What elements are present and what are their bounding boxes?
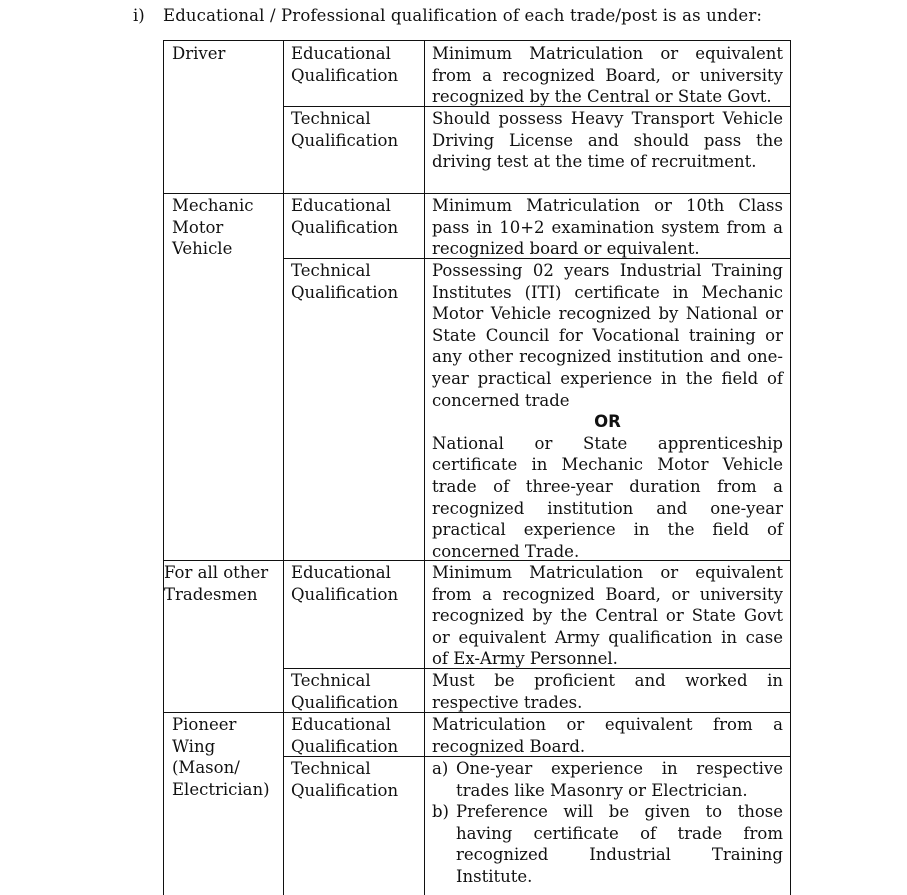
requirement-cell — [432, 195, 783, 260]
qualification-type-cell: Technical Qualification — [291, 759, 399, 800]
qualification-type-cell: Technical Qualification — [291, 671, 399, 712]
qualification-type-cell: Technical Qualification — [291, 109, 399, 150]
qualification-type-cell: Educational Qualification — [291, 44, 399, 85]
requirement-text: Minimum Matriculation or 10th Class pass in 10+2 examination system from a recognized board or equivalent. — [432, 196, 783, 259]
qualification-type-cell: Educational Qualification — [291, 715, 399, 756]
section-number: i) — [133, 6, 145, 25]
requirement-text: National or State apprenticeship certificate in Mechanic Motor Vehicle trade of three-year duration from a recognized institution and one-year practical experience in the field of concerned Trade. — [432, 433, 783, 561]
list-item-text: Preference will be given to those having certificate of trade from recognized Industrial Training Institute. — [456, 802, 783, 886]
section-heading-text: Educational / Professional qualification of each trade/post is as under: — [163, 6, 763, 25]
table-row-divider — [163, 193, 791, 194]
list-marker: a) — [432, 759, 449, 778]
requirement-text: Minimum Matriculation or equivalent from a recognized Board, or university recognized by the Central or State Govt. — [432, 44, 783, 107]
requirement-cell — [432, 260, 783, 562]
list-item — [432, 758, 783, 801]
requirement-cell — [432, 108, 783, 173]
qualification-type-cell: Technical Qualification — [291, 261, 399, 302]
trade-cell: Mechanic Motor Vehicle — [172, 196, 254, 259]
trade-cell: For all other Tradesmen — [164, 563, 269, 604]
requirement-text: Minimum Matriculation or equivalent from a recognized Board, or university recognized by the Central or State Govt or equivalent Army qualification in case of Ex-Army Personnel. — [432, 563, 783, 669]
table-column-divider — [424, 40, 425, 895]
requirement-cell — [432, 670, 783, 713]
list-item-text: One-year experience in respective trades like Masonry or Electrician. — [456, 759, 783, 800]
table-column-divider — [283, 40, 284, 895]
table-border-top — [163, 40, 791, 41]
or-separator: OR — [594, 412, 621, 432]
requirement-cell — [432, 562, 783, 670]
list-marker: b) — [432, 802, 449, 822]
requirement-cell — [432, 758, 783, 888]
table-border-left — [163, 40, 164, 895]
qualification-type-cell: Educational Qualification — [291, 196, 399, 237]
trade-cell: Driver — [172, 44, 226, 63]
requirement-cell — [432, 43, 783, 108]
requirement-text: Must be proficient and worked in respective trades. — [432, 671, 783, 712]
requirement-cell — [432, 714, 783, 757]
trade-cell: Pioneer Wing (Mason/ Electrician) — [172, 715, 270, 799]
table-border-right — [790, 40, 791, 895]
requirement-text: Should possess Heavy Transport Vehicle Driving License and should pass the driving test at the time of recruitment. — [432, 109, 783, 172]
requirement-text: Matriculation or equivalent from a recognized Board. — [432, 715, 783, 756]
requirement-text: Possessing 02 years Industrial Training Institutes (ITI) certificate in Mechanic Motor Vehicle recognized by National or State Council for Vocational training or any other recognized institution and one-year practical experience in the field of concerned trade — [432, 261, 783, 410]
qualification-type-cell: Educational Qualification — [291, 563, 399, 604]
list-item — [432, 801, 783, 887]
